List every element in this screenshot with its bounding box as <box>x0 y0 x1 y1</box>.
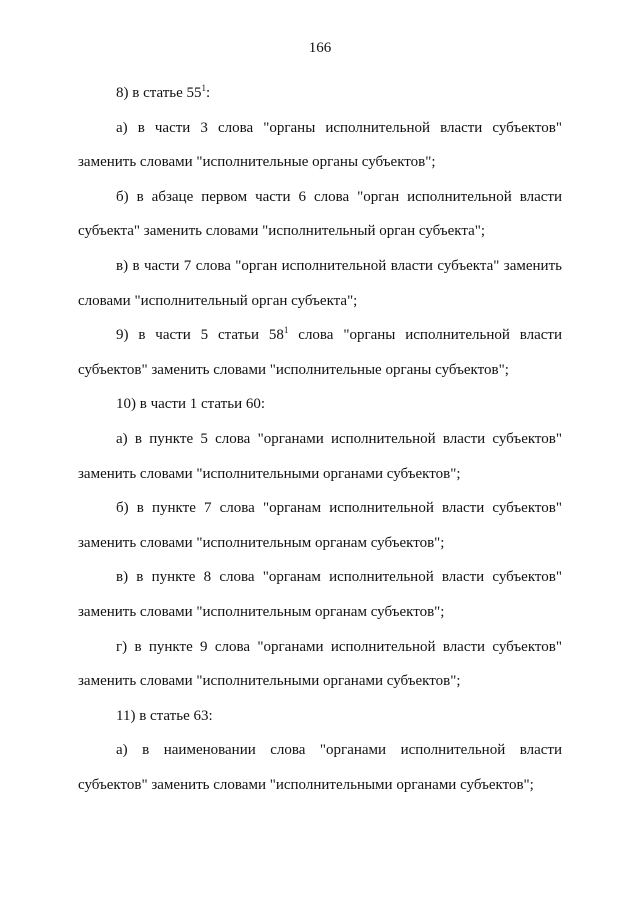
doc-line: заменить словами "исполнительными органами субъектов"; <box>78 465 461 482</box>
doc-line: заменить словами "исполнительные органы субъектов"; <box>78 154 436 171</box>
page-number: 166 <box>308 40 332 56</box>
doc-line: заменить словами "исполнительным органам субъектов"; <box>78 534 445 551</box>
doc-line: б) в абзаце первом части 6 слова "орган исполнительной власти <box>116 188 562 205</box>
doc-line: 9) в части 5 статьи $58^1$ слова "органы исполнительной власти <box>116 325 563 344</box>
doc-line: заменить словами "исполнительным органам субъектов"; <box>78 603 445 620</box>
doc-line: в) в пункте 8 слова "органам исполнительной власти субъектов" <box>116 569 562 586</box>
doc-line: 8) в статье $55^1$: <box>116 83 211 101</box>
doc-line: субъектов" заменить словами "исполнительными органами субъектов"; <box>78 776 534 793</box>
doc-line: 10) в части 1 статьи 60: <box>116 396 266 413</box>
superscript: 1 <box>283 325 289 336</box>
doc-line: а) в наименовании слова "органами исполнительной власти <box>116 742 562 759</box>
doc-line: 11) в статье 63: <box>116 707 213 724</box>
superscript: 1 <box>201 83 207 93</box>
doc-line: а) в пункте 5 слова "органами исполнительной власти субъектов" <box>116 430 562 447</box>
doc-line: а) в части 3 слова "органы исполнительной власти субъектов" <box>116 119 562 136</box>
doc-line: субъектов" заменить словами "исполнительные органы субъектов"; <box>78 361 509 378</box>
doc-line: словами "исполнительный орган субъекта"; <box>78 292 358 309</box>
doc-line: в) в части 7 слова "орган исполнительной власти субъекта" заменить <box>116 257 562 274</box>
document-body <box>78 76 562 802</box>
doc-line: г) в пункте 9 слова "органами исполнительной власти субъектов" <box>116 638 562 655</box>
doc-line: заменить словами "исполнительными органами субъектов"; <box>78 673 461 690</box>
doc-line: субъекта" заменить словами "исполнительный орган субъекта"; <box>78 223 486 240</box>
doc-line: б) в пункте 7 слова "органам исполнительной власти субъектов" <box>116 500 562 517</box>
